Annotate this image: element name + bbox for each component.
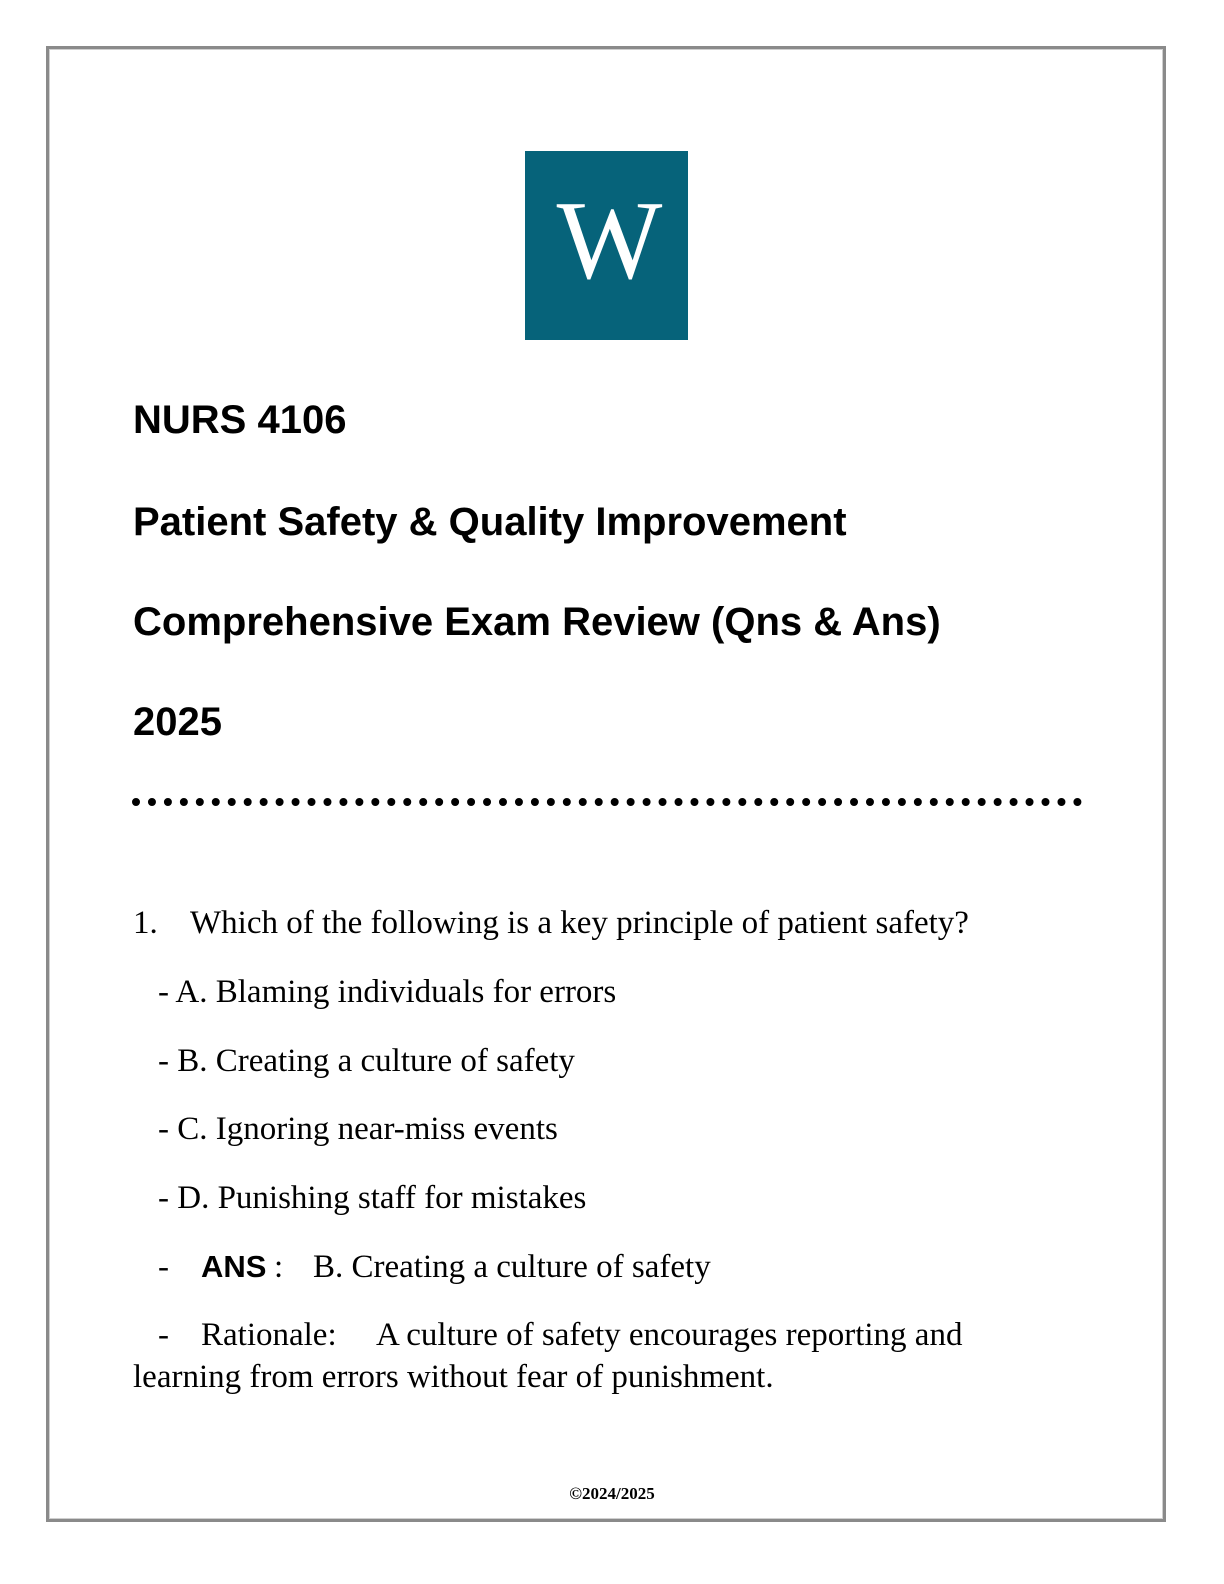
rationale-dash: - [158, 1317, 169, 1353]
course-code: NURS 4106 [133, 398, 347, 442]
copyright-footer: ©2024/2025 [569, 1484, 655, 1503]
rationale-label: Rationale: [201, 1317, 337, 1353]
answer-colon: : [274, 1249, 284, 1285]
question-text: Which of the following is a key principle of patient safety? [190, 905, 969, 941]
logo-letter: W [556, 179, 657, 303]
dotted-divider [132, 798, 1082, 806]
answer-text: B. Creating a culture of safety [313, 1249, 711, 1285]
answer-dash: - [158, 1249, 169, 1285]
rationale-text-line1: A culture of safety encourages reporting and [376, 1317, 963, 1353]
answer-label: ANS [201, 1249, 267, 1284]
document-subtitle: Comprehensive Exam Review (Qns & Ans) [133, 600, 941, 644]
option-b: - B. Creating a culture of safety [158, 1043, 575, 1079]
option-d: - D. Punishing staff for mistakes [158, 1180, 587, 1216]
option-a: - A. Blaming individuals for errors [158, 974, 617, 1010]
document-year: 2025 [133, 700, 222, 744]
logo [525, 151, 688, 340]
rationale-text-line2: learning from errors without fear of punishment. [133, 1359, 774, 1395]
option-c: - C. Ignoring near-miss events [158, 1111, 558, 1147]
course-name: Patient Safety & Quality Improvement [133, 500, 847, 544]
question-number: 1. [133, 905, 158, 941]
